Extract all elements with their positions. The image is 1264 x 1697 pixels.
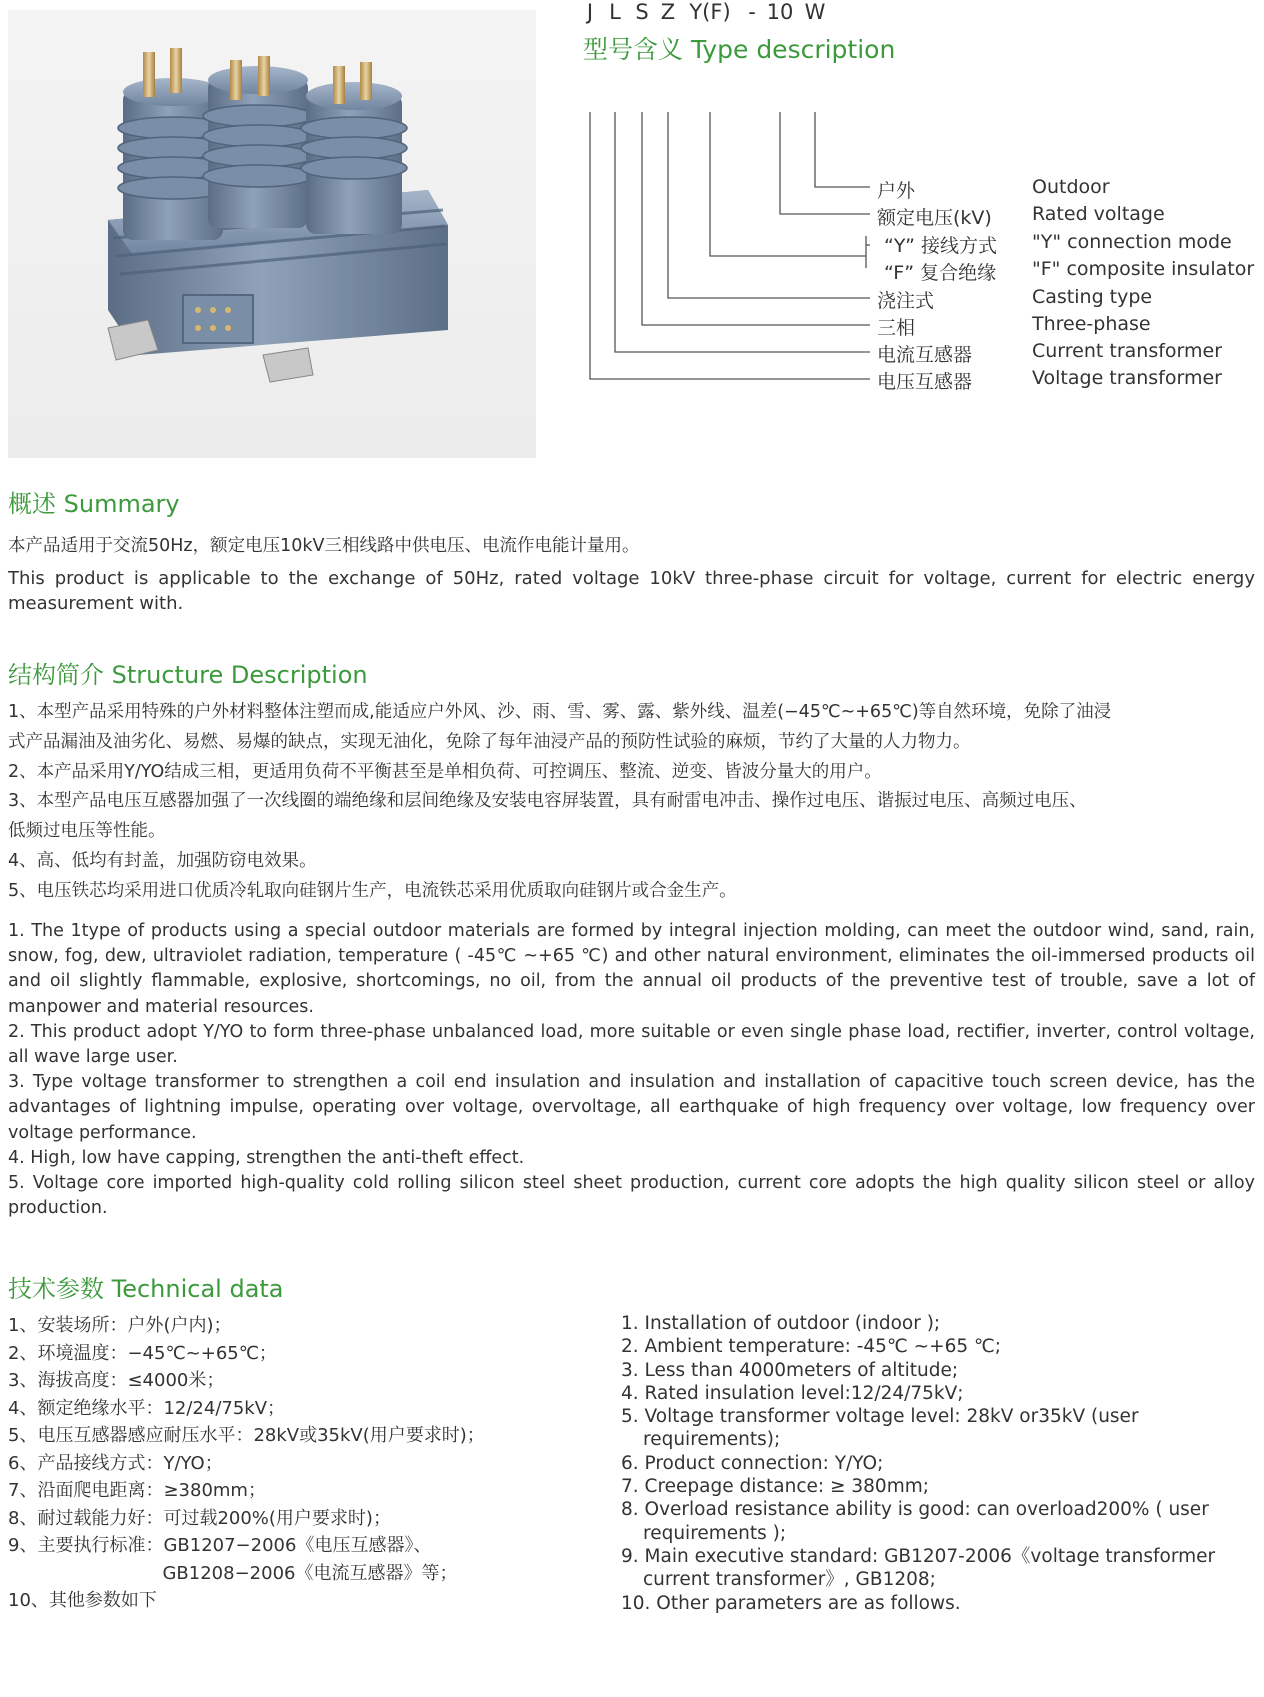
technical-cn-item: 10、其他参数如下 [8, 1590, 157, 1611]
type-description-title: 型号含义 Type description [583, 35, 896, 64]
structure-cn-line: 2、本产品采用Y/YO结成三相，更适用负荷不平衡甚至是单相负荷、可控调压、整流、逆变、皆波分量大的用户。 [8, 762, 882, 782]
structure-cn-line: 3、本型产品电压互感器加强了一次线圈的端绝缘和层间绝缘及安装电容屏装置，具有耐雷电冲击、操作过电压、谐振过电压、高频过电压、 [8, 791, 1087, 811]
technical-en-list [621, 1312, 1261, 1615]
legend-cn-composite: “F” 复合绝缘 [884, 262, 997, 284]
technical-cn-item: 2、环境温度：−45℃~+65℃； [8, 1342, 277, 1364]
legend-en-composite: "F" composite insulator [1032, 258, 1255, 280]
structure-en-paragraph: 2. This product adopt Y/YO to form three-phase unbalanced load, more suitable or even single phase load, rectifier, inverter, control voltage, all wave large user. [8, 1021, 1255, 1068]
technical-en-item: 8. Overload resistance ability is good: can overload200% ( user requirements ); [621, 1499, 1209, 1544]
technical-cn-item: 7、沿面爬电距离：≥380mm； [8, 1480, 266, 1501]
technical-en-item: 10. Other parameters are as follows. [621, 1592, 961, 1614]
technical-cn-item: GB1208−2006《电流互感器》等； [8, 1562, 458, 1584]
legend-en-connection: "Y" connection mode [1032, 231, 1232, 253]
structure-cn-line: 4、高、低均有封盖，加强防窃电效果。 [8, 851, 317, 871]
technical-cn-list [8, 1312, 608, 1615]
summary-cn: 本产品适用于交流50Hz，额定电压10kV三相线路中供电压、电流作电能计量用。 [8, 536, 640, 556]
legend-cn-rated-voltage: 额定电压(kV) [877, 207, 992, 229]
technical-en-item: 5. Voltage transformer voltage level: 28kV or35kV (user requirements); [621, 1406, 1139, 1451]
legend-cn-current-transformer: 电流互感器 [877, 344, 973, 366]
legend-en-current-transformer: Current transformer [1032, 340, 1223, 362]
technical-en-item: 3. Less than 4000meters of altitude; [621, 1359, 959, 1381]
legend-cn-three-phase: 三相 [877, 317, 916, 339]
technical-cn-item: 1、安装场所：户外(户内)； [8, 1315, 232, 1336]
product-photo [8, 10, 536, 458]
legend-en-voltage-transformer: Voltage transformer [1032, 367, 1222, 389]
technical-cn-item: 5、电压互感器感应耐压水平：28kV或35kV(用户要求时)； [8, 1425, 485, 1446]
technical-en-item: 6. Product connection: Y/YO; [621, 1452, 884, 1474]
code-char-yf: Y(F) [689, 0, 731, 24]
technical-cn-item: 9、主要执行标准：GB1207−2006《电压互感器》、 [8, 1535, 432, 1556]
technical-cn-item: 8、耐过载能力好：可过载200%(用户要求时)； [8, 1507, 391, 1529]
legend-cn-voltage-transformer: 电压互感器 [877, 371, 973, 393]
technical-en-item: 4. Rated insulation level:12/24/75kV; [621, 1382, 964, 1404]
technical-title: 技术参数 Technical data [8, 1275, 284, 1303]
legend-cn-connection: “Y” 接线方式 [884, 235, 997, 257]
summary-title: 概述 Summary [8, 490, 180, 518]
technical-en-item: 1. Installation of outdoor (indoor ); [621, 1313, 941, 1334]
structure-en-paragraph: 5. Voltage core imported high-quality cold rolling silicon steel sheet production, current core adopts the high quality silicon steel or alloy production. [8, 1173, 1255, 1219]
structure-cn-line: 5、电压铁芯均采用进口优质冷轧取向硅钢片生产，电流铁芯采用优质取向硅钢片或合金生产。 [8, 881, 737, 901]
technical-cn-item: 6、产品接线方式：Y/YO； [8, 1452, 223, 1474]
technical-en-item: 2. Ambient temperature: -45℃ ~+65 ℃; [621, 1336, 1002, 1358]
code-char-l: L [609, 0, 621, 24]
structure-cn-line: 式产品漏油及油劣化、易燃、易爆的缺点，实现无油化，免除了每年油浸产品的预防性试验的麻烦，节约了大量的人力物力。 [8, 732, 971, 752]
summary-en: This product is applicable to the exchange of 50Hz, rated voltage 10kV three-phase circuit for voltage, current for electric energy measurement with. [8, 568, 1255, 614]
code-char-10: 10 [766, 0, 794, 24]
legend-cn-casting: 浇注式 [877, 290, 935, 312]
technical-en-item: 9. Main executive standard: GB1207-2006《voltage transformer current transformer》, GB1208; [621, 1545, 1216, 1591]
structure-cn-line: 低频过电压等性能。 [8, 821, 166, 841]
structure-en-paragraph: 1. The 1type of products using a special outdoor materials are formed by integral injection molding, can meet the outdoor wind, sand, rain, snow, fog, dew, ultraviolet radiation, temperature ( -45℃ ~+65 ℃) and other natural environment, eliminates the oil-immersed products oil and oil slightly flammable, explosive, shortcomings, no oil, from the annual oil products of the preventive test of trouble, save a lot of manpower and material resources. [8, 921, 1255, 1017]
code-char-s: S [635, 0, 649, 24]
structure-en-list [8, 919, 1255, 1221]
legend-cn-outdoor: 户外 [877, 180, 916, 202]
code-char-w: W [804, 0, 826, 24]
legend-en-outdoor: Outdoor [1032, 176, 1110, 198]
technical-en-item: 7. Creepage distance: ≥ 380mm; [621, 1476, 929, 1498]
code-char-z: Z [660, 0, 676, 24]
structure-cn-line: 1、本型产品采用特殊的户外材料整体注塑而成,能适应户外风、沙、雨、雪、雾、露、紫外线、温差(−45℃~+65℃)等自然环境，免除了油浸 [8, 702, 1112, 722]
structure-en-paragraph: 4. High, low have capping, strengthen the anti-theft effect. [8, 1147, 525, 1168]
code-char-j: J [586, 0, 594, 24]
legend-en-three-phase: Three-phase [1032, 313, 1151, 335]
code-char-dash: - [748, 0, 756, 24]
legend-en-rated-voltage: Rated voltage [1032, 203, 1165, 225]
structure-title: 结构简介 Structure Description [8, 661, 368, 689]
technical-cn-item: 4、额定绝缘水平：12/24/75kV； [8, 1397, 286, 1419]
legend-en-casting: Casting type [1032, 286, 1153, 308]
structure-en-paragraph: 3. Type voltage transformer to strengthen a coil end insulation and insulation and installation of capacitive touch screen device, has the advantages of lightning impulse, operating over voltage, overvoltage, all earthquake of high frequency over voltage, low frequency over voltage performance. [8, 1072, 1255, 1143]
technical-cn-item: 3、海拔高度：≤4000米； [8, 1370, 225, 1391]
